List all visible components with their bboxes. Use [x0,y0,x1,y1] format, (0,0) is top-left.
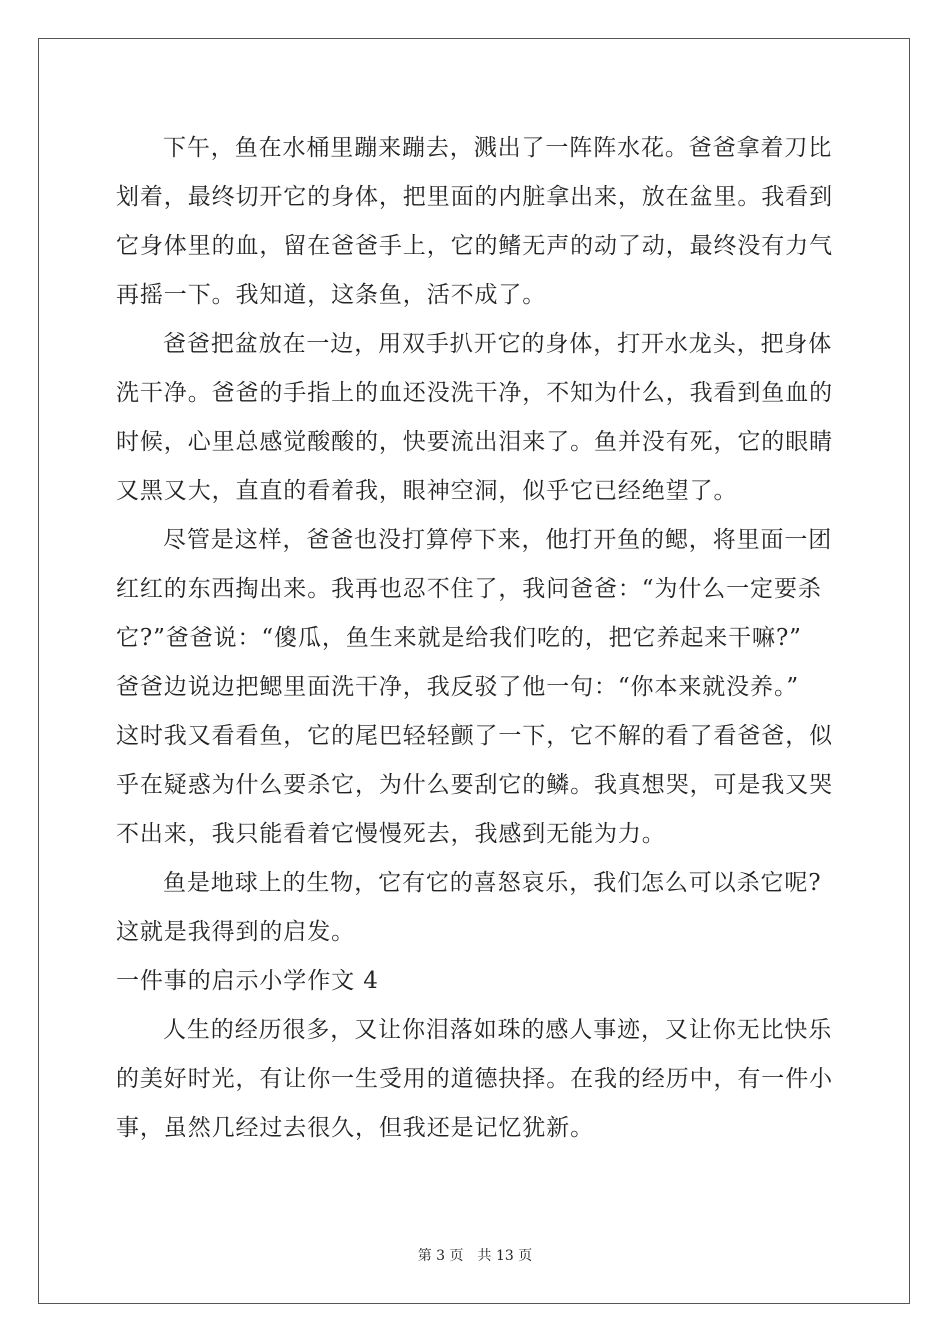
section-heading: 一件事的启示小学作文 4 [116,968,379,994]
paragraph-1: 下午，鱼在水桶里蹦来蹦去，溅出了一阵阵水花。爸爸拿着刀比 划着，最终切开它的身体，把里面的内脏拿出来，放在盆里。我看到 它身体里的血，留在爸爸手上，它的鳍无声的动了动，最终没有力气 再摇一下。我知道，这条鱼，活不成了。 [116,135,833,308]
page-number-current: 第 3 页 [417,1248,464,1264]
paragraph-5: 人生的经历很多，又让你泪落如珠的感人事迹，又让你无比快乐 的美好时光，有让你一生受用的道德抉择。在我的经历中，有一件小 事，虽然几经过去很久，但我还是记忆犹新。 [116,1017,833,1141]
page-number-total: 共 13 页 [477,1248,533,1264]
paragraph-4: 鱼是地球上的生物，它有它的喜怒哀乐，我们怎么可以杀它呢? 这就是我得到的启发。 [116,870,822,945]
document-body [116,124,834,1153]
paragraph-2: 爸爸把盆放在一边，用双手扒开它的身体，打开水龙头，把身体 洗干净。爸爸的手指上的血还没洗干净，不知为什么，我看到鱼血的 时候，心里总感觉酸酸的，快要流出泪来了。鱼并没有死，它的眼睛 又黑又大，直直的看着我，眼神空洞，似乎它已经绝望了。 [116,331,833,504]
paragraph-3: 尽管是这样，爸爸也没打算停下来，他打开鱼的鳃，将里面一团 红红的东西掏出来。我再也忍不住了，我问爸爸：“为什么一定要杀 它?”爸爸说：“傻瓜，鱼生来就是给我们吃的，把它养起来干嘛?” 爸爸边说边把鳃里面洗干净，我反驳了他一句：“你本来就没养。” 这时我又看看鱼，它的尾巴轻轻颤了一下，它不解的看了看爸爸，似 乎在疑惑为什么要杀它，为什么要刮它的鳞。我真想哭，可是我又哭 不出来，我只能看着它慢慢死去，我感到无能为力。 [116,527,833,847]
page-footer [0,1246,950,1266]
